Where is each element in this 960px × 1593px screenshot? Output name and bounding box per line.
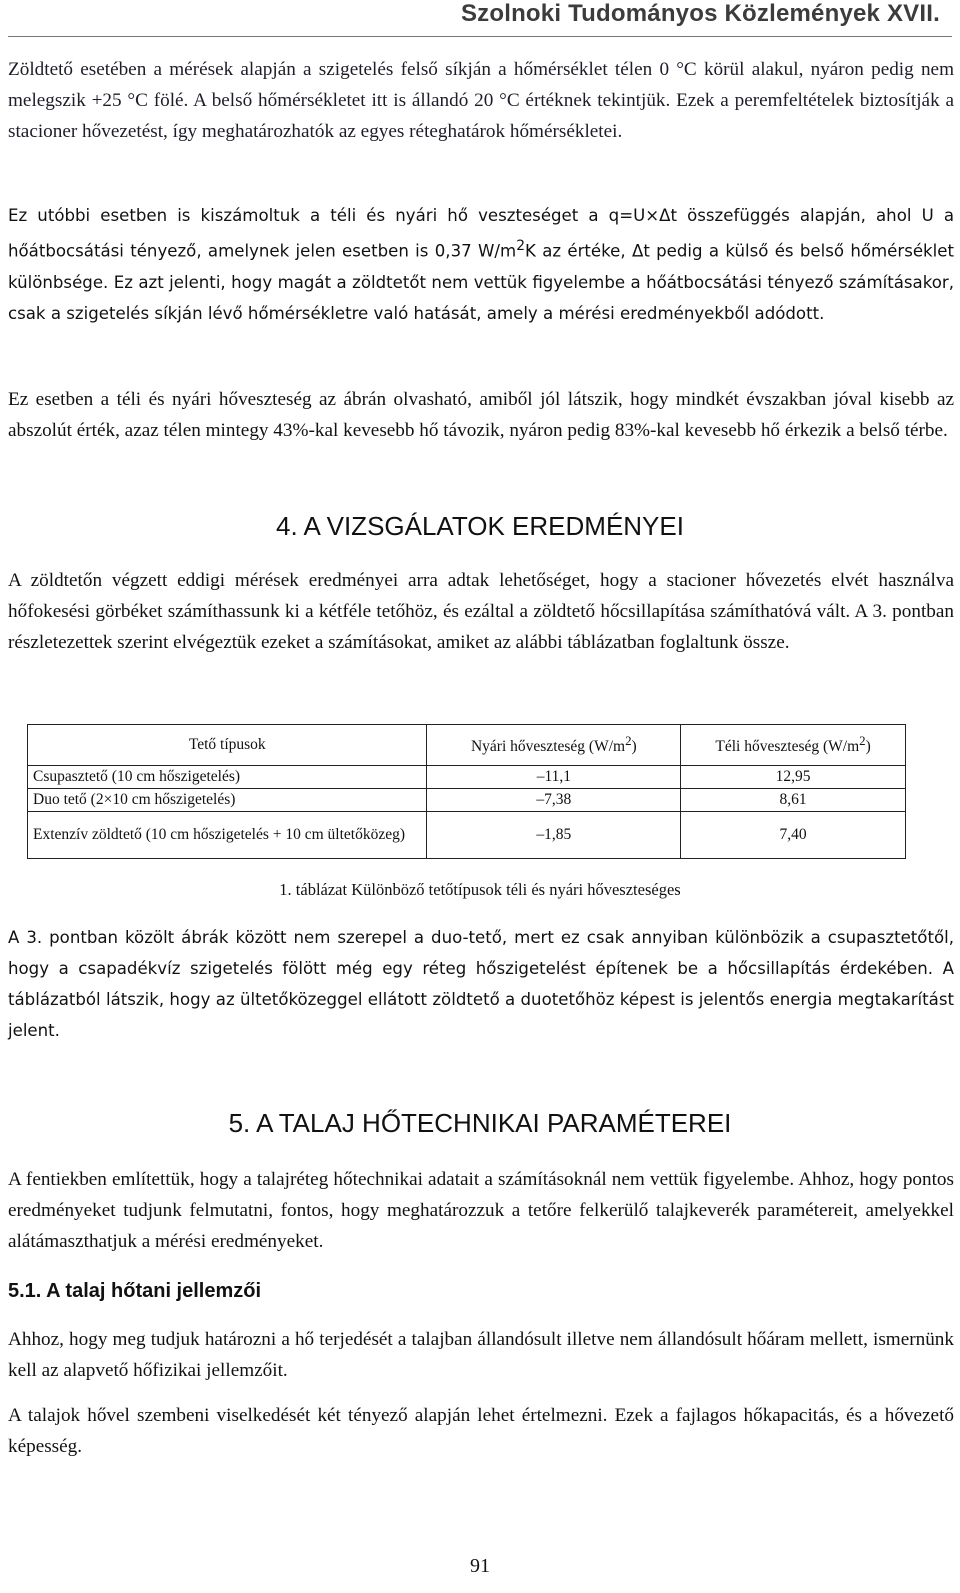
table-caption: 1. táblázat Különböző tetőtípusok téli és nyári hőveszteséges xyxy=(279,880,681,899)
table-cell-winter: 7,40 xyxy=(681,812,906,859)
paragraph-part: K az értéke, Δt pedig a külső és belső hőmérséklet különbsége. xyxy=(8,241,954,292)
paragraph-part: Ez utóbbi esetben is kiszámoltuk a téli és nyári hő veszteséget a q=U×Δt összefüggés alapján, ahol U a hőátbocsátási tényező, amelynek jelen esetben is 0,37 W/m xyxy=(8,206,954,261)
subsection-heading-soil-thermal: 5.1. A talaj hőtani jellemzői xyxy=(8,1280,262,1302)
table-cell-type: Extenzív zöldtető (10 cm hőszigetelés + 10 cm ültetőközeg) xyxy=(28,812,427,859)
paragraph-duo-roof: A 3. pontban közölt ábrák között nem szerepel a duo-tető, mert ez csak annyiban különbözik a csupasztetőtől, hogy a csapadékvíz szigetelés fölött még egy réteg hőszigetelést építenek be a hőcsillapítás érdekében. A táblázatból látszik, hogy az ültetőközeggel ellátott zöldtető a duotetőhöz képest is jelentős energia megtakarítást jelent. xyxy=(8,928,954,1040)
header-part: ) xyxy=(631,738,637,756)
paragraph-part: Ez azt jelenti, hogy magát a zöldtetőt nem vettük figyelembe a hőátbocsátási tényező számításakor, csak a szigetelés síkján lévő hőmérsékletre való hatását, amely a mérési eredményekből adódott. xyxy=(8,272,954,323)
table-header-roof-types: Tető típusok xyxy=(28,725,427,766)
paragraph-soil-behaviour: A talajok hővel szembeni viselkedését két tényező alapján lehet értelmezni. Ezek a fajlagos hőkapacitás, és a hővezető képesség. xyxy=(8,1405,954,1457)
table-header-row xyxy=(28,725,906,766)
paragraph-heat-propagation: Ahhoz, hogy meg tudjuk határozni a hő terjedését a talajban állandósult illetve nem állandósult hőáram mellett, ismernünk kell az alapvető hőfizikai jellemzőit. xyxy=(8,1329,954,1381)
table-cell-summer: –7,38 xyxy=(427,789,681,812)
paragraph-soil-intro: A fentiekben említettük, hogy a talajréteg hőtechnikai adatait a számításoknál nem vettük figyelembe. Ahhoz, hogy pontos eredményeket tudjunk felmutatni, fontos, hogy meghatározzuk a tetőre felkerülő talajkeverék paramétereit, amelyekkel alátámaszthatjuk a mérési eredményeket. xyxy=(8,1169,954,1252)
table-cell-winter: 8,61 xyxy=(681,789,906,812)
table-header-winter-loss xyxy=(681,725,906,766)
paragraph-green-roof-boundary: Zöldtető esetében a mérések alapján a szigetelés felső síkján a hőmérséklet télen 0 °C körül alakul, nyáron pedig nem melegszik +25 °C fölé. A belső hőmérsékletet itt is állandó 20 °C értéknek tekintjük. Ezek a peremfeltételek biztosítják a stacioner hővezetést, így meghatározhatók az egyes réteghatárok hőmérsékletei. xyxy=(8,59,954,142)
table-row xyxy=(28,789,906,812)
table-row xyxy=(28,766,906,789)
paragraph-seasonal-loss: Ez esetben a téli és nyári hőveszteség az ábrán olvasható, amiből jól látszik, hogy mindkét évszakban jóval kisebb az abszolút érték, azaz télen mintegy 43%-kal kevesebb hő távozik, nyáron pedig 83%-kal kevesebb hő érkezik a belső térbe. xyxy=(8,389,954,441)
superscript: 2 xyxy=(625,733,632,749)
table-cell-summer: –11,1 xyxy=(427,766,681,789)
table-cell-type: Csupasztető (10 cm hőszigetelés) xyxy=(28,766,427,789)
section-heading-results: 4. A VIZSGÁLATOK EREDMÉNYEI xyxy=(276,511,684,541)
superscript: 2 xyxy=(516,238,525,254)
table-row xyxy=(28,812,906,859)
header-part: ) xyxy=(865,738,871,756)
heat-loss-table xyxy=(27,724,906,859)
table-cell-winter: 12,95 xyxy=(681,766,906,789)
paragraph-results-intro: A zöldtetőn végzett eddigi mérések eredményei arra adtak lehetőséget, hogy a stacioner hővezetés elvét használva hőfokesési görbéket számíthassunk ki a kétféle tetőhöz, és ezáltal a zöldtető hőcsillapítása számíthatóvá vált. A 3. pontban részletezettek szerint elvégeztük ezeket a számításokat, amiket az alábbi táblázatban foglaltunk össze. xyxy=(8,570,954,653)
table-cell-summer: –1,85 xyxy=(427,812,681,859)
running-header: Szolnoki Tudományos Közlemények XVII. xyxy=(460,0,940,27)
table-cell-type: Duo tető (2×10 cm hőszigetelés) xyxy=(28,789,427,812)
header-part: Nyári hőveszteség (W/m xyxy=(470,738,626,756)
table-header-summer-loss xyxy=(427,725,681,766)
header-rule xyxy=(8,36,952,37)
page-number: 91 xyxy=(470,1555,490,1577)
superscript: 2 xyxy=(859,733,866,749)
paragraph-heat-loss-calc xyxy=(8,200,954,329)
header-part: Téli hőveszteség (W/m xyxy=(715,738,860,756)
section-heading-soil-params: 5. A TALAJ HŐTECHNIKAI PARAMÉTEREI xyxy=(228,1108,732,1138)
